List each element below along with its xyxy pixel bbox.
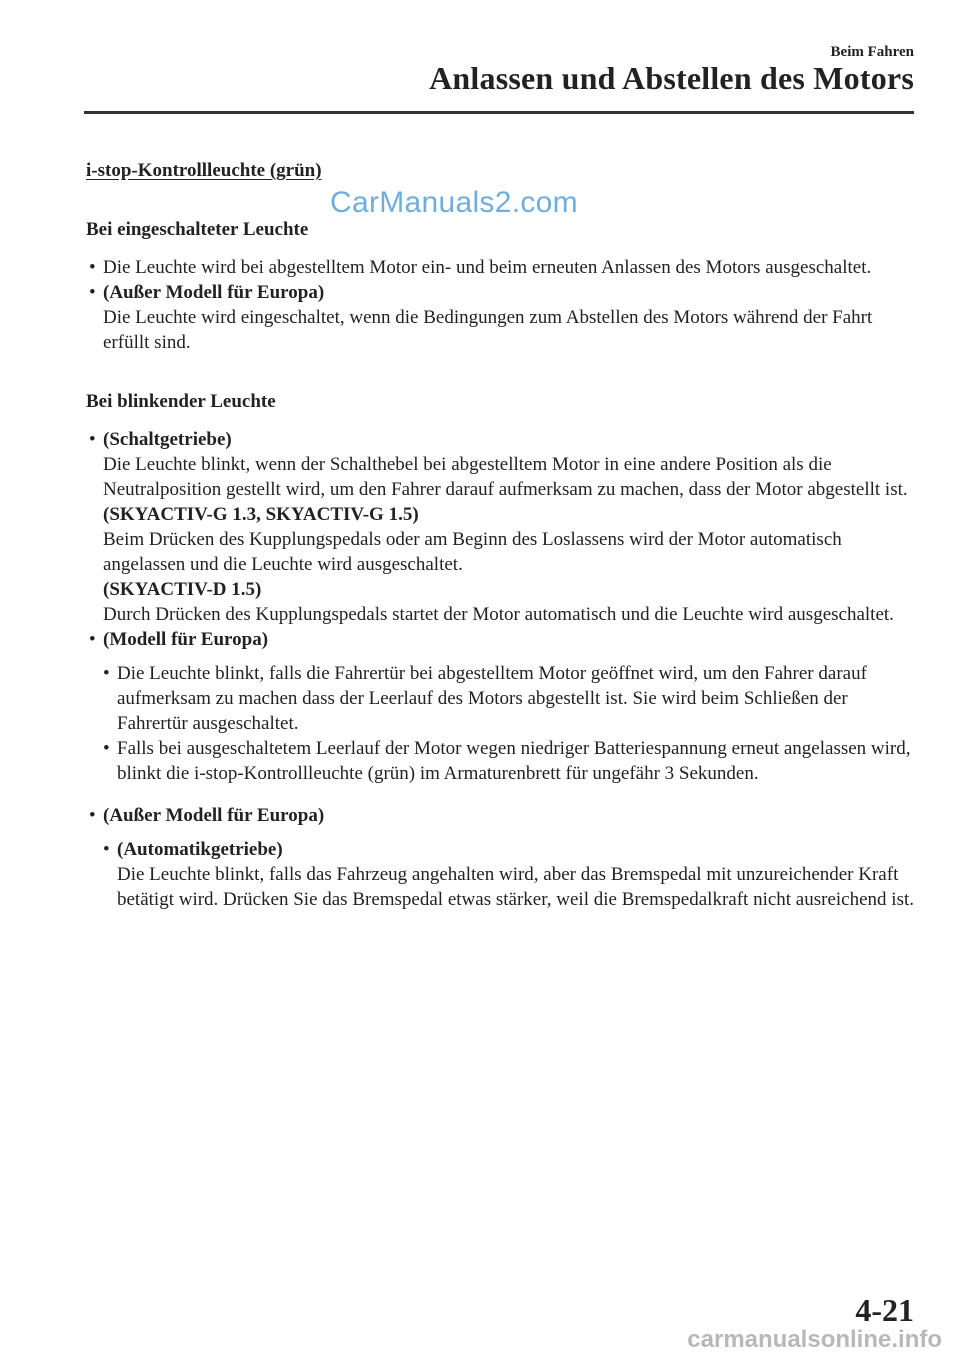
list-item <box>86 661 916 736</box>
bullet-marker: • <box>89 282 96 303</box>
item-text: Beim Drücken des Kupplungspedals oder am Beginn des Loslassens wird der Motor automatisch angelassen und die Leuchte wird ausgeschaltet. <box>103 529 842 575</box>
item-label: (SKYACTIV-D 1.5) <box>103 579 262 600</box>
bullet-marker: • <box>89 429 96 450</box>
watermark-top: CarManuals2.com <box>330 186 578 219</box>
item-label: (SKYACTIV-G 1.3, SKYACTIV-G 1.5) <box>103 504 419 525</box>
item-text: Die Leuchte blinkt, falls das Fahrzeug angehalten wird, aber das Bremspedal mit unzureichender Kraft betätigt wird. Drücken Sie das Bremspedal etwas stärker, weil die Bremspedalkraft nicht ausreichend ist. <box>117 864 914 910</box>
item-label: (Außer Modell für Europa) <box>103 282 325 303</box>
item-text: Falls bei ausgeschaltetem Leerlauf der Motor wegen niedriger Batteriespannung erneut angelassen wird, blinkt die i-stop-Kontrollleuchte (grün) im Armaturenbrett für ungefähr 3 Sekunden. <box>117 738 911 784</box>
section-heading-on: Bei eingeschalteter Leuchte <box>86 219 309 240</box>
watermark-bottom: carmanualsonline.info <box>687 1326 942 1353</box>
bullet-marker: • <box>89 629 96 650</box>
header-section-label: Beim Fahren <box>830 44 914 60</box>
page-number: 4-21 <box>855 1292 914 1328</box>
item-label: (Automatikgetriebe) <box>117 839 283 860</box>
bullet-marker: • <box>89 257 96 278</box>
item-text: Die Leuchte blinkt, wenn der Schalthebel bei abgestelltem Motor in eine andere Position als die Neutralposition gestellt wird, um den Fahrer darauf aufmerksam zu machen, dass der Motor abgestellt ist. <box>103 454 908 500</box>
item-label: (Schaltgetriebe) <box>103 429 232 450</box>
list-item <box>86 627 916 652</box>
page-header-title: Anlassen und Abstellen des Motors <box>429 60 914 96</box>
list-item <box>86 280 916 355</box>
list-item <box>86 427 916 627</box>
section-heading-flashing: Bei blinkender Leuchte <box>86 391 276 412</box>
item-text: Durch Drücken des Kupplungspedals startet der Motor automatisch und die Leuchte wird ausgeschaltet. <box>103 604 894 625</box>
page-content <box>86 158 916 912</box>
bullet-marker: • <box>103 839 110 860</box>
item-label: (Modell für Europa) <box>103 629 269 650</box>
list-item <box>86 803 916 828</box>
item-text: Die Leuchte wird eingeschaltet, wenn die Bedingungen zum Abstellen des Motors während der Fahrt erfüllt sind. <box>103 307 873 353</box>
item-text: Die Leuchte wird bei abgestelltem Motor ein- und beim erneuten Anlassen des Motors ausgeschaltet. <box>103 257 872 278</box>
item-label: (Außer Modell für Europa) <box>103 805 325 826</box>
item-text: Die Leuchte blinkt, falls die Fahrertür bei abgestelltem Motor geöffnet wird, um den Fahrer darauf aufmerksam zu machen dass der Leerlauf des Motors abgestellt ist. Sie wird beim Schließen der Fahrertür ausgeschaltet. <box>117 663 867 734</box>
list-item <box>86 255 916 280</box>
indicator-title: i-stop-Kontrollleuchte (grün) <box>86 160 322 181</box>
bullet-marker: • <box>103 738 110 759</box>
bullet-marker: • <box>103 663 110 684</box>
list-item <box>86 837 916 912</box>
list-item <box>86 736 916 786</box>
bullet-marker: • <box>89 805 96 826</box>
header-divider <box>84 111 914 114</box>
